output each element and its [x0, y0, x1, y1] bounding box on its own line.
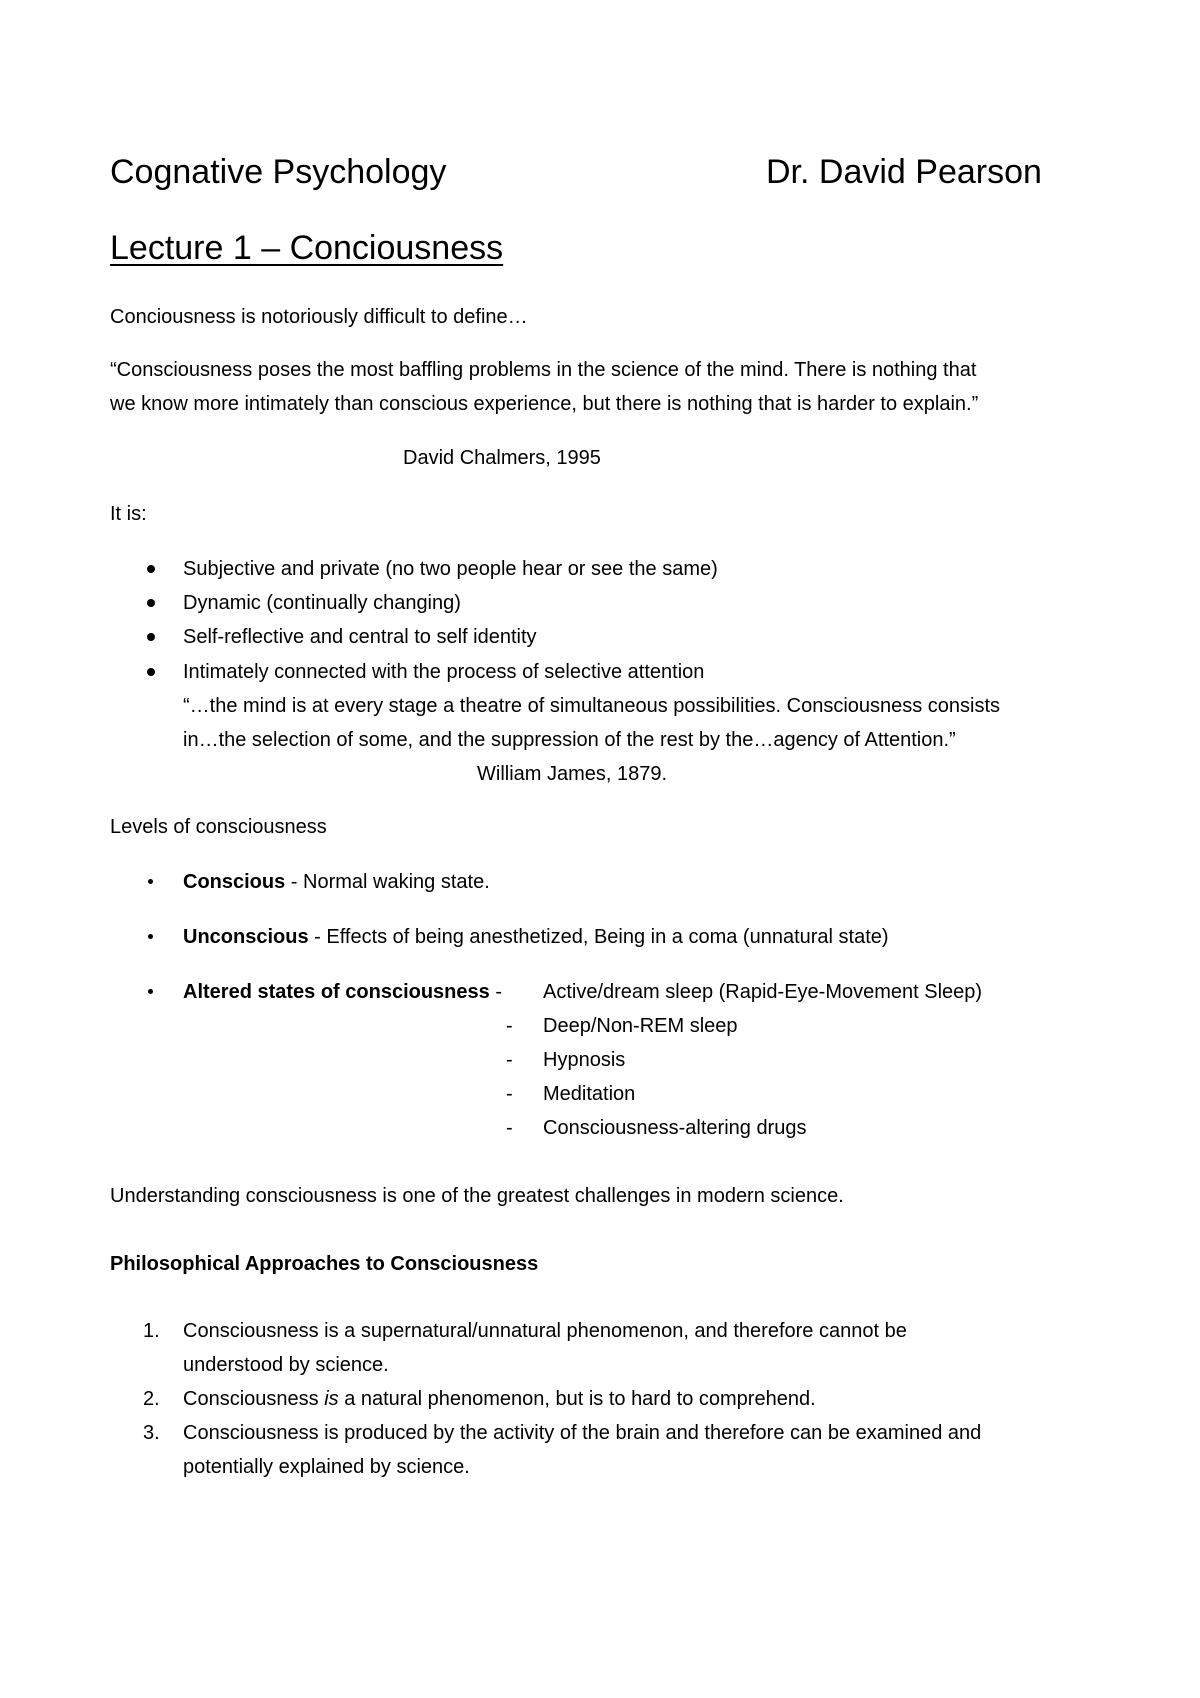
level-unconscious	[183, 925, 889, 949]
james-attribution: William James, 1879.	[477, 763, 668, 785]
level-term: Unconscious	[183, 926, 309, 948]
chalmers-quote-line-1: “Consciousness poses the most baffling problems in the science of the mind. There is nothing that	[110, 359, 977, 381]
level-term: Conscious	[183, 871, 286, 893]
list-item: Subjective and private (no two people hear or see the same)	[183, 558, 718, 580]
altered-item: Hypnosis	[543, 1049, 626, 1071]
dash-marker: -	[506, 1117, 513, 1139]
level-description: - Normal waking state.	[285, 871, 490, 893]
list-number: 1.	[143, 1320, 160, 1342]
bullet-icon	[148, 879, 153, 884]
list-item: Self-reflective and central to self identity	[183, 626, 537, 648]
approach-text: Consciousness	[183, 1388, 325, 1410]
list-number: 3.	[143, 1422, 160, 1444]
bullet-icon	[147, 599, 155, 607]
chalmers-attribution: David Chalmers, 1995	[403, 447, 601, 469]
level-altered	[183, 980, 502, 1004]
philosophical-heading: Philosophical Approaches to Consciousness	[110, 1253, 539, 1275]
james-quote-line-1: “…the mind is at every stage a theatre of simultaneous possibilities. Consciousness consists	[183, 695, 1001, 717]
list-item: Dynamic (continually changing)	[183, 592, 461, 614]
list-number: 2.	[143, 1388, 160, 1410]
altered-item: Deep/Non-REM sleep	[543, 1015, 738, 1037]
dash-marker: -	[506, 1083, 513, 1105]
altered-item: Consciousness-altering drugs	[543, 1117, 807, 1139]
summary-line: Understanding consciousness is one of the greatest challenges in modern science.	[110, 1185, 844, 1207]
approach-item-1-line-2: understood by science.	[183, 1354, 389, 1376]
bullet-icon	[148, 934, 153, 939]
approach-item-1-line-1: Consciousness is a supernatural/unnatural phenomenon, and therefore cannot be	[183, 1320, 907, 1342]
bullet-icon	[147, 633, 155, 641]
course-title: Cognative Psychology	[110, 153, 447, 191]
it-is-label: It is:	[110, 503, 147, 525]
level-dash: -	[489, 981, 502, 1003]
lecture-title: Lecture 1 – Conciousness	[110, 229, 504, 267]
bullet-icon	[147, 668, 155, 676]
level-description: - Effects of being anesthetized, Being in a coma (unnatural state)	[308, 926, 889, 948]
james-quote-line-2: in…the selection of some, and the suppression of the rest by the…agency of Attention.”	[183, 729, 956, 751]
approach-item-2	[183, 1387, 816, 1411]
bullet-icon	[147, 565, 155, 573]
approach-text: a natural phenomenon, but is to hard to comprehend.	[338, 1388, 816, 1410]
approach-item-3-line-1: Consciousness is produced by the activity of the brain and therefore can be examined and	[183, 1422, 982, 1444]
bullet-icon	[148, 989, 153, 994]
approach-item-3-line-2: potentially explained by science.	[183, 1456, 470, 1478]
dash-marker: -	[506, 1015, 513, 1037]
intro-line: Conciousness is notoriously difficult to define…	[110, 306, 528, 328]
level-conscious	[183, 870, 490, 894]
altered-item: Active/dream sleep (Rapid-Eye-Movement Sleep)	[543, 981, 983, 1003]
lecturer-name: Dr. David Pearson	[766, 153, 1042, 191]
levels-heading: Levels of consciousness	[110, 816, 327, 838]
dash-marker: -	[506, 1049, 513, 1071]
altered-item: Meditation	[543, 1083, 636, 1105]
approach-emphasis: is	[324, 1388, 339, 1410]
list-item: Intimately connected with the process of selective attention	[183, 661, 705, 683]
level-term: Altered states of consciousness	[183, 981, 490, 1003]
chalmers-quote-line-2: we know more intimately than conscious experience, but there is nothing that is harder to explain.”	[110, 393, 979, 415]
